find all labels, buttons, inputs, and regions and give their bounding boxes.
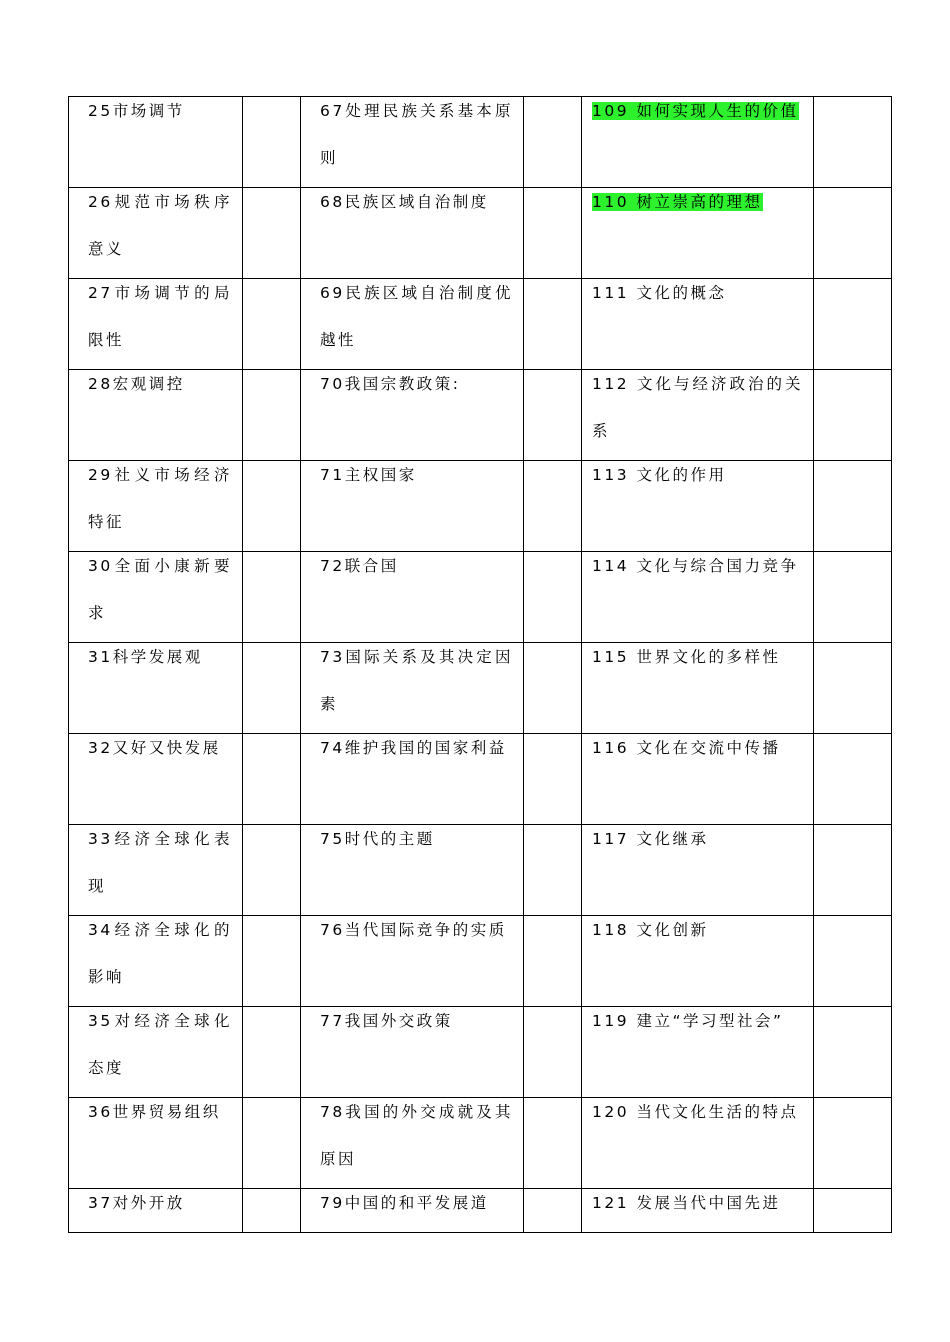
topic-text: 111 文化的概念	[592, 284, 727, 302]
topic-cell	[69, 1007, 243, 1098]
topic-cell	[582, 461, 814, 552]
highlighted-text: 110 树立崇高的理想	[592, 193, 763, 211]
topic-text: 33经济全球化表现	[88, 830, 232, 895]
topic-cell	[69, 825, 243, 916]
topic-text: 119 建立“学习型社会”	[592, 1012, 784, 1030]
topic-text: 77我国外交政策	[320, 1012, 453, 1030]
table-row	[69, 1098, 892, 1189]
topic-cell	[582, 370, 814, 461]
blank-answer-cell	[243, 825, 301, 916]
topic-cell	[582, 916, 814, 1007]
topic-cell	[301, 825, 524, 916]
table-row	[69, 461, 892, 552]
topic-cell	[69, 188, 243, 279]
table-row	[69, 825, 892, 916]
table-row	[69, 188, 892, 279]
topic-cell	[301, 1098, 524, 1189]
topic-text: 31科学发展观	[88, 648, 203, 666]
topic-text: 27市场调节的局限性	[88, 284, 232, 349]
topic-cell	[301, 734, 524, 825]
blank-answer-cell	[243, 1189, 301, 1233]
blank-answer-cell	[243, 1098, 301, 1189]
blank-answer-cell	[243, 461, 301, 552]
blank-answer-cell	[524, 1189, 582, 1233]
topic-text: 114 文化与综合国力竞争	[592, 557, 799, 575]
blank-answer-cell	[243, 734, 301, 825]
blank-answer-cell	[243, 1007, 301, 1098]
topic-cell	[582, 734, 814, 825]
blank-answer-cell	[814, 1189, 892, 1233]
topic-text: 70我国宗教政策:	[320, 375, 461, 393]
table-row	[69, 643, 892, 734]
topic-cell	[582, 188, 814, 279]
blank-answer-cell	[243, 370, 301, 461]
topic-text: 36世界贸易组织	[88, 1103, 221, 1121]
topic-text: 79中国的和平发展道	[320, 1194, 489, 1212]
topic-text: 116 文化在交流中传播	[592, 739, 781, 757]
topic-text: 67处理民族关系基本原则	[320, 102, 513, 167]
topic-cell	[582, 643, 814, 734]
topic-cell	[69, 461, 243, 552]
blank-answer-cell	[814, 1007, 892, 1098]
blank-answer-cell	[524, 552, 582, 643]
topic-cell	[301, 97, 524, 188]
table-row	[69, 734, 892, 825]
topic-cell	[301, 461, 524, 552]
topic-cell	[301, 1189, 524, 1233]
topic-cell	[582, 1189, 814, 1233]
topic-cell	[301, 279, 524, 370]
topic-text: 118 文化创新	[592, 921, 709, 939]
blank-answer-cell	[524, 188, 582, 279]
topic-text: 117 文化继承	[592, 830, 709, 848]
topic-text: 75时代的主题	[320, 830, 435, 848]
topic-text: 78我国的外交成就及其原因	[320, 1103, 513, 1168]
blank-answer-cell	[524, 1007, 582, 1098]
blank-answer-cell	[814, 461, 892, 552]
topic-text: 35对经济全球化态度	[88, 1012, 232, 1077]
blank-answer-cell	[814, 188, 892, 279]
blank-answer-cell	[814, 825, 892, 916]
blank-answer-cell	[524, 734, 582, 825]
topic-text: 120 当代文化生活的特点	[592, 1103, 799, 1121]
topic-cell	[582, 825, 814, 916]
topic-text: 26规范市场秩序意义	[88, 193, 232, 258]
topic-cell	[301, 916, 524, 1007]
blank-answer-cell	[524, 825, 582, 916]
blank-answer-cell	[524, 97, 582, 188]
blank-answer-cell	[243, 552, 301, 643]
topic-table-body	[69, 97, 892, 1233]
topic-text: 76当代国际竞争的实质	[320, 921, 507, 939]
blank-answer-cell	[524, 370, 582, 461]
blank-answer-cell	[524, 279, 582, 370]
table-row	[69, 552, 892, 643]
topic-cell	[301, 370, 524, 461]
topic-cell	[69, 643, 243, 734]
topic-text: 112 文化与经济政治的关系	[592, 375, 803, 440]
blank-answer-cell	[243, 916, 301, 1007]
blank-answer-cell	[524, 461, 582, 552]
topic-cell	[69, 97, 243, 188]
blank-answer-cell	[243, 279, 301, 370]
topic-cell	[69, 916, 243, 1007]
blank-answer-cell	[814, 734, 892, 825]
blank-answer-cell	[243, 97, 301, 188]
table-row	[69, 370, 892, 461]
table-row	[69, 279, 892, 370]
topic-cell	[69, 370, 243, 461]
topic-cell	[301, 1007, 524, 1098]
topic-text: 69民族区域自治制度优越性	[320, 284, 513, 349]
topic-cell	[69, 279, 243, 370]
blank-answer-cell	[814, 552, 892, 643]
table-row	[69, 97, 892, 188]
blank-answer-cell	[243, 643, 301, 734]
topic-cell	[301, 643, 524, 734]
table-row	[69, 1189, 892, 1233]
topic-text	[582, 88, 813, 135]
topic-text: 29社义市场经济特征	[88, 466, 232, 531]
topic-text	[582, 179, 813, 226]
topic-text: 28宏观调控	[88, 375, 185, 393]
topic-text: 73国际关系及其决定因素	[320, 648, 513, 713]
blank-answer-cell	[814, 279, 892, 370]
topic-text: 68民族区域自治制度	[320, 193, 489, 211]
table-row	[69, 1007, 892, 1098]
topic-text: 30全面小康新要求	[88, 557, 232, 622]
topic-cell	[69, 734, 243, 825]
topic-text: 37对外开放	[88, 1194, 185, 1212]
topic-cell	[582, 1007, 814, 1098]
topic-text: 32又好又快发展	[88, 739, 221, 757]
topic-cell	[582, 552, 814, 643]
topic-cell	[69, 1189, 243, 1233]
topic-text: 71主权国家	[320, 466, 417, 484]
topic-text: 121 发展当代中国先进	[592, 1194, 781, 1212]
topic-cell	[582, 279, 814, 370]
topic-cell	[582, 97, 814, 188]
table-row	[69, 916, 892, 1007]
blank-answer-cell	[814, 643, 892, 734]
topic-text: 115 世界文化的多样性	[592, 648, 781, 666]
topic-text: 25市场调节	[88, 102, 185, 120]
topic-text: 74维护我国的国家利益	[320, 739, 507, 757]
topic-cell	[69, 1098, 243, 1189]
blank-answer-cell	[243, 188, 301, 279]
topic-table	[68, 96, 892, 1233]
blank-answer-cell	[814, 97, 892, 188]
blank-answer-cell	[814, 1098, 892, 1189]
topic-cell	[69, 552, 243, 643]
topic-text: 113 文化的作用	[592, 466, 727, 484]
blank-answer-cell	[814, 916, 892, 1007]
blank-answer-cell	[524, 643, 582, 734]
topic-text: 34经济全球化的影响	[88, 921, 232, 986]
blank-answer-cell	[814, 370, 892, 461]
blank-answer-cell	[524, 1098, 582, 1189]
highlighted-text: 109 如何实现人生的价值	[592, 102, 799, 120]
topic-text: 72联合国	[320, 557, 399, 575]
blank-answer-cell	[524, 916, 582, 1007]
topic-cell	[301, 552, 524, 643]
topic-cell	[301, 188, 524, 279]
topic-cell	[582, 1098, 814, 1189]
